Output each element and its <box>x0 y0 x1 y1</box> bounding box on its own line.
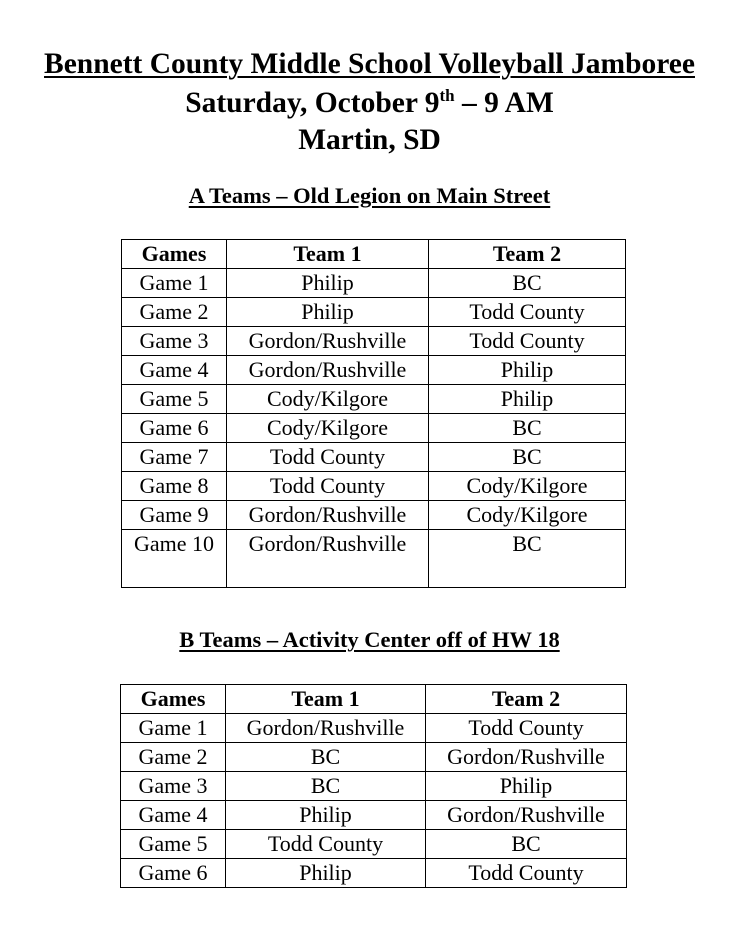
team-1-cell: Cody/Kilgore <box>227 385 429 414</box>
team-1-cell: Cody/Kilgore <box>227 414 429 443</box>
team-1-cell: Gordon/Rushville <box>227 530 429 588</box>
table-row <box>122 472 626 501</box>
table-header-row <box>122 240 626 269</box>
table-row <box>121 743 627 772</box>
team-2-cell: BC <box>429 443 626 472</box>
game-cell: Game 4 <box>122 356 227 385</box>
table-row <box>121 714 627 743</box>
game-cell: Game 8 <box>122 472 227 501</box>
event-location: Martin, SD <box>298 124 441 156</box>
table-header-row <box>121 685 627 714</box>
event-date <box>0 85 739 121</box>
game-cell: Game 6 <box>122 414 227 443</box>
b-teams-heading: B Teams – Activity Center off of HW 18 <box>179 627 560 652</box>
team-2-cell: Todd County <box>429 327 626 356</box>
team-2-cell: BC <box>429 414 626 443</box>
team-1-cell: Todd County <box>227 472 429 501</box>
game-cell: Game 1 <box>121 714 226 743</box>
team-2-cell: Philip <box>429 356 626 385</box>
game-cell: Game 6 <box>121 859 226 888</box>
team-1-cell: Philip <box>227 298 429 327</box>
game-cell: Game 5 <box>121 830 226 859</box>
column-header-team-2: Team 2 <box>426 685 627 714</box>
team-1-cell: Gordon/Rushville <box>227 501 429 530</box>
team-1-cell: Philip <box>227 269 429 298</box>
game-cell: Game 10 <box>122 530 227 588</box>
column-header-games: Games <box>122 240 227 269</box>
game-cell: Game 7 <box>122 443 227 472</box>
table-row <box>122 356 626 385</box>
column-header-team-1: Team 1 <box>227 240 429 269</box>
table-row <box>122 298 626 327</box>
game-cell: Game 4 <box>121 801 226 830</box>
table-row <box>122 385 626 414</box>
team-2-cell: Gordon/Rushville <box>426 801 627 830</box>
a-teams-heading: A Teams – Old Legion on Main Street <box>188 183 551 208</box>
game-cell: Game 9 <box>122 501 227 530</box>
column-header-team-1: Team 1 <box>226 685 426 714</box>
table-row <box>122 327 626 356</box>
team-1-cell: Gordon/Rushville <box>227 327 429 356</box>
game-cell: Game 3 <box>121 772 226 801</box>
event-date-ordinal: th <box>439 86 455 106</box>
team-1-cell: Philip <box>226 859 426 888</box>
team-2-cell: Todd County <box>429 298 626 327</box>
team-2-cell: BC <box>426 830 627 859</box>
column-header-games: Games <box>121 685 226 714</box>
event-date-main: Saturday, October 9 <box>185 87 440 119</box>
a-teams-schedule-table <box>121 239 626 588</box>
team-2-cell: Gordon/Rushville <box>426 743 627 772</box>
game-cell: Game 5 <box>122 385 227 414</box>
team-1-cell: Philip <box>226 801 426 830</box>
event-date-time: – 9 AM <box>454 87 554 119</box>
team-1-cell: Todd County <box>227 443 429 472</box>
team-1-cell: Gordon/Rushville <box>227 356 429 385</box>
team-2-cell: Todd County <box>426 859 627 888</box>
team-2-cell: Todd County <box>426 714 627 743</box>
table-row <box>122 269 626 298</box>
team-1-cell: BC <box>226 743 426 772</box>
table-row <box>121 772 627 801</box>
game-cell: Game 2 <box>121 743 226 772</box>
game-cell: Game 2 <box>122 298 227 327</box>
game-cell: Game 3 <box>122 327 227 356</box>
team-2-cell: Cody/Kilgore <box>429 501 626 530</box>
team-1-cell: Gordon/Rushville <box>226 714 426 743</box>
table-row <box>122 530 626 588</box>
team-1-cell: BC <box>226 772 426 801</box>
table-row <box>121 801 627 830</box>
team-2-cell: BC <box>429 530 626 588</box>
team-2-cell: Philip <box>429 385 626 414</box>
team-2-cell: Philip <box>426 772 627 801</box>
table-row <box>121 830 627 859</box>
table-row <box>122 443 626 472</box>
table-row <box>122 501 626 530</box>
document-title: Bennett County Middle School Volleyball Jamboree <box>44 48 695 80</box>
team-2-cell: Cody/Kilgore <box>429 472 626 501</box>
column-header-team-2: Team 2 <box>429 240 626 269</box>
table-row <box>122 414 626 443</box>
game-cell: Game 1 <box>122 269 227 298</box>
b-teams-schedule-table <box>120 684 627 888</box>
team-2-cell: BC <box>429 269 626 298</box>
team-1-cell: Todd County <box>226 830 426 859</box>
table-row <box>121 859 627 888</box>
